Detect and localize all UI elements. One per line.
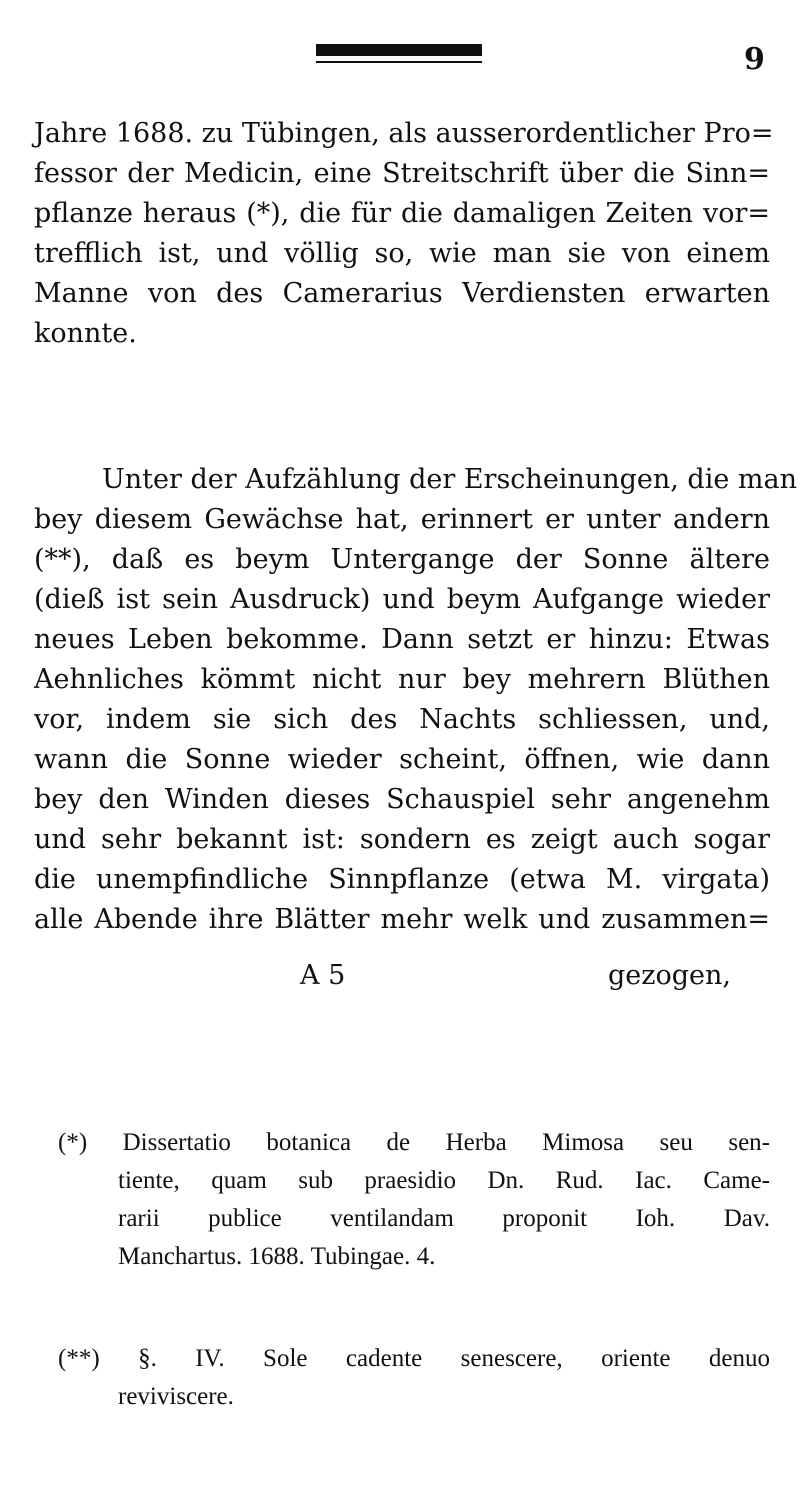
header-rule-thick <box>316 44 482 56</box>
paragraph-2 <box>34 460 797 940</box>
footnote-line: (*) Dissertatio botanica de Herba Mimosa seu sen- <box>58 1129 770 1156</box>
footnote-line: tiente, quam sub praesidio Dn. Rud. Iac. Came- <box>118 1167 770 1194</box>
signature-mark: A 5 <box>300 960 346 991</box>
text-line: neues Leben bekomme. Dann setzt er hinzu: Etwas <box>34 624 770 655</box>
text-line: (dieß ist sein Ausdruck) und beym Aufgange wieder <box>34 584 770 615</box>
text-line: Aehnliches kömmt nicht nur bey mehrern Blüthen <box>34 664 770 695</box>
text-line: vor, indem sie sich des Nachts schliessen, und, <box>34 704 770 735</box>
text-line: fessor der Medicin, eine Streitschrift über die Sinn= <box>34 158 770 189</box>
text-line: bey diesem Gewächse hat, erinnert er unter andern <box>34 504 770 535</box>
text-line: und sehr bekannt ist: sondern es zeigt auch sogar <box>34 824 770 855</box>
footnote-1 <box>58 1124 770 1276</box>
text-line: Jahre 1688. zu Tübingen, als ausserordentlicher Pro= <box>34 118 774 149</box>
text-line: konnte. <box>34 318 137 349</box>
text-line: Unter der Aufzählung der Erscheinungen, die man <box>102 464 797 495</box>
text-line: (**), daß es beym Untergange der Sonne ältere <box>34 544 770 575</box>
page-number: 9 <box>744 42 765 77</box>
text-line: alle Abende ihre Blätter mehr welk und zusammen= <box>34 904 770 935</box>
header-rule-thin <box>316 61 482 63</box>
footnote-line: reviviscere. <box>118 1383 234 1410</box>
paragraph-1 <box>34 114 774 354</box>
footnote-2 <box>58 1340 770 1416</box>
text-line: pflanze heraus (*), die für die damaligen Zeiten vor= <box>34 198 770 229</box>
text-line: die unempfindliche Sinnpflanze (etwa M. virgata) <box>34 864 770 895</box>
text-line: wann die Sonne wieder scheint, öffnen, wie dann <box>34 744 770 775</box>
catchword: gezogen, <box>608 960 731 991</box>
text-line: bey den Winden dieses Schauspiel sehr angenehm <box>34 784 770 815</box>
footnote-line: (**) §. IV. Sole cadente senescere, oriente denuo <box>58 1345 770 1372</box>
footnote-line: rarii publice ventilandam proponit Ioh. Dav. <box>118 1205 770 1232</box>
text-line: Manne von des Camerarius Verdiensten erwarten <box>34 278 770 309</box>
footnote-line: Manchartus. 1688. Tubingae. 4. <box>118 1243 436 1270</box>
text-line: trefflich ist, und völlig so, wie man sie von einem <box>34 238 770 269</box>
